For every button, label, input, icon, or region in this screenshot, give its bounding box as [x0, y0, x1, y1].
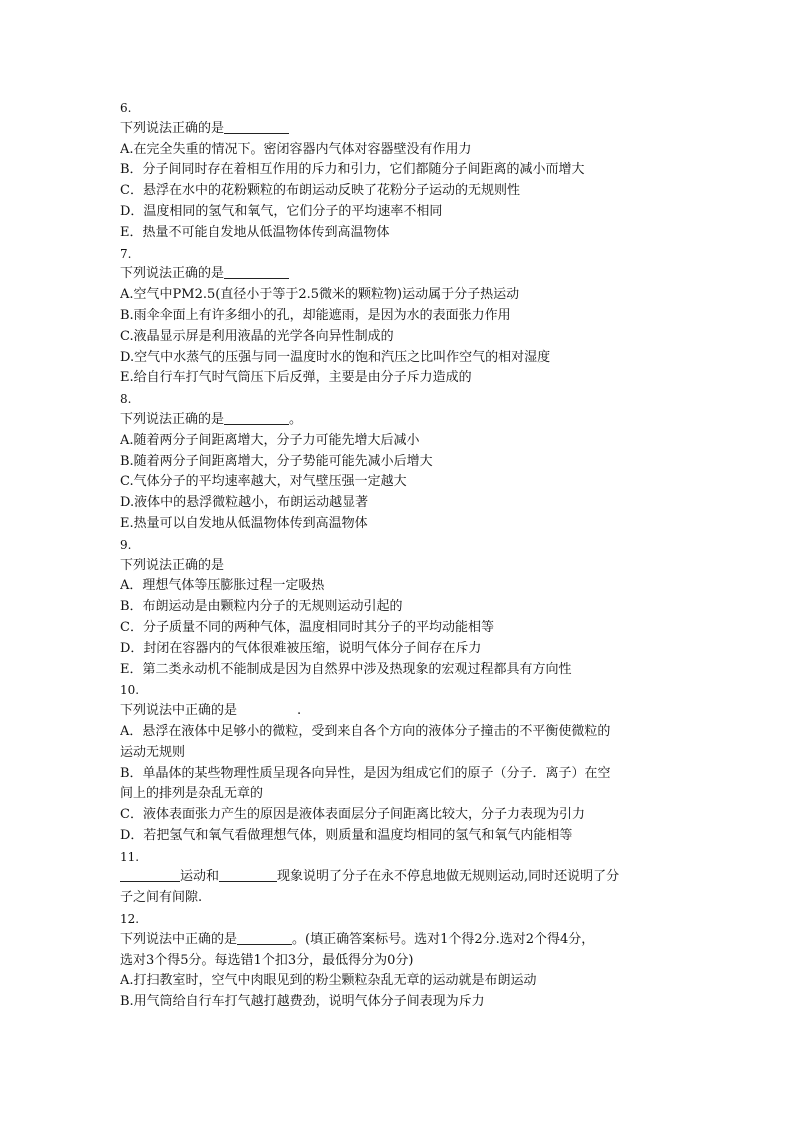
question-9-option-b: B．布朗运动是由颗粒内分子的无规则运动引起的 — [120, 599, 403, 615]
question-8-number: 8. — [120, 392, 132, 407]
question-10-stem: 下列说法中正确的是 . — [120, 703, 302, 719]
question-11-number: 11. — [120, 849, 140, 864]
question-12-stem-cont: 选对3个得5分。每选错1个扣3分，最低得分为0分) — [120, 952, 414, 968]
question-7-option-a: A.空气中PM2.5(直径小于等于2.5微米的颗粒物)运动属于分子热运动 — [120, 287, 520, 303]
question-11-stem-cont: 子之间有间隙. — [120, 890, 203, 906]
question-6-option-c: C．悬浮在水中的花粉颗粒的布朗运动反映了花粉分子运动的无规则性 — [120, 183, 520, 199]
question-10-option-b: B．单晶体的某些物理性质呈现各向异性，是因为组成它们的原子（分子．离子）在空 — [120, 765, 611, 781]
question-8-option-c: C.气体分子的平均速率越大，对气壁压强一定越大 — [120, 474, 407, 490]
question-12-stem: 下列说法中正确的是 。(填正确答案标号。选对1个得2分.选对2个得4分， — [120, 931, 595, 947]
question-12-option-a: A.打扫教室时，空气中肉眼见到的粉尘颗粒杂乱无章的运动就是布朗运动 — [120, 973, 537, 989]
answer-blank[interactable] — [224, 119, 289, 134]
question-11-stem: 运动和 现象说明了分子在永不停息地做无规则运动,同时还说明了分 — [120, 867, 690, 888]
question-10-number: 10. — [120, 683, 140, 698]
question-6-option-b: B．分子间同时存在着相互作用的斥力和引力，它们都随分子间距离的减小而增大 — [120, 162, 585, 178]
question-7-option-d: D.空气中水蒸气的压强与同一温度时水的饱和汽压之比叫作空气的相对湿度 — [120, 349, 551, 365]
question-9-option-e: E．第二类永动机不能制成是因为自然界中涉及热现象的宏观过程都具有方向性 — [120, 661, 572, 677]
question-10-option-a-cont: 运动无规则 — [120, 744, 186, 760]
answer-blank[interactable] — [224, 410, 289, 425]
question-6-option-d: D．温度相同的氢气和氧气，它们分子的平均速率不相同 — [120, 203, 443, 219]
exam-page — [120, 98, 690, 1013]
answer-blank-1[interactable] — [120, 867, 180, 882]
answer-blank[interactable] — [237, 930, 292, 945]
question-6-option-a: A.在完全失重的情况下。密闭容器内气体对容器壁没有作用力 — [120, 141, 472, 157]
question-9-option-d: D．封闭在容器内的气体很难被压缩，说明气体分子间存在斥力 — [120, 640, 482, 656]
question-6-option-e: E．热量不可能自发地从低温物体传到高温物体 — [120, 224, 390, 240]
question-8-option-a: A.随着两分子间距离增大，分子力可能先增大后减小 — [120, 432, 420, 448]
question-10-option-d: D．若把氢气和氧气看做理想气体，则质量和温度均相同的氢气和氧气内能相等 — [120, 827, 573, 843]
question-9-number: 9. — [120, 537, 132, 552]
question-12-number: 12. — [120, 912, 140, 927]
question-12-option-b: B.用气筒给自行车打气越打越费劲，说明气体分子间表现为斥力 — [120, 994, 485, 1010]
question-8-option-d: D.液体中的悬浮微粒越小，布朗运动越显著 — [120, 495, 369, 511]
question-10-option-b-cont: 间上的排列是杂乱无章的 — [120, 786, 264, 802]
question-10-option-a: A．悬浮在液体中足够小的微粒，受到来自各个方向的液体分子撞击的不平衡使微粒的 — [120, 723, 611, 739]
question-9-option-a: A．理想气体等压膨胀过程一定吸热 — [120, 578, 325, 594]
answer-blank-2[interactable] — [219, 867, 277, 882]
question-6-number: 6. — [120, 101, 132, 115]
answer-blank[interactable] — [224, 264, 289, 279]
question-8-stem: 下列说法正确的是 。 — [120, 411, 303, 427]
question-10-option-c: C．液体表面张力产生的原因是液体表面层分子间距离比较大，分子力表现为引力 — [120, 807, 585, 823]
question-9-stem: 下列说法正确的是 — [120, 557, 225, 573]
question-7-option-c: C.液晶显示屏是利用液晶的光学各向异性制成的 — [120, 328, 394, 344]
question-8-option-b: B.随着两分子间距离增大，分子势能可能先减小后增大 — [120, 453, 433, 469]
question-7-option-e: E.给自行车打气时气筒压下后反弹，主要是由分子斥力造成的 — [120, 370, 472, 386]
question-7-stem: 下列说法正确的是 — [120, 264, 690, 285]
question-7-number: 7. — [120, 246, 132, 261]
question-6-stem: 下列说法正确的是 — [120, 119, 690, 140]
question-8-option-e: E.热量可以自发地从低温物体传到高温物体 — [120, 515, 368, 531]
question-7-option-b: B.雨伞伞面上有许多细小的孔，却能遮雨，是因为水的表面张力作用 — [120, 307, 511, 323]
question-9-option-c: C．分子质量不同的两种气体，温度相同时其分子的平均动能相等 — [120, 619, 494, 635]
